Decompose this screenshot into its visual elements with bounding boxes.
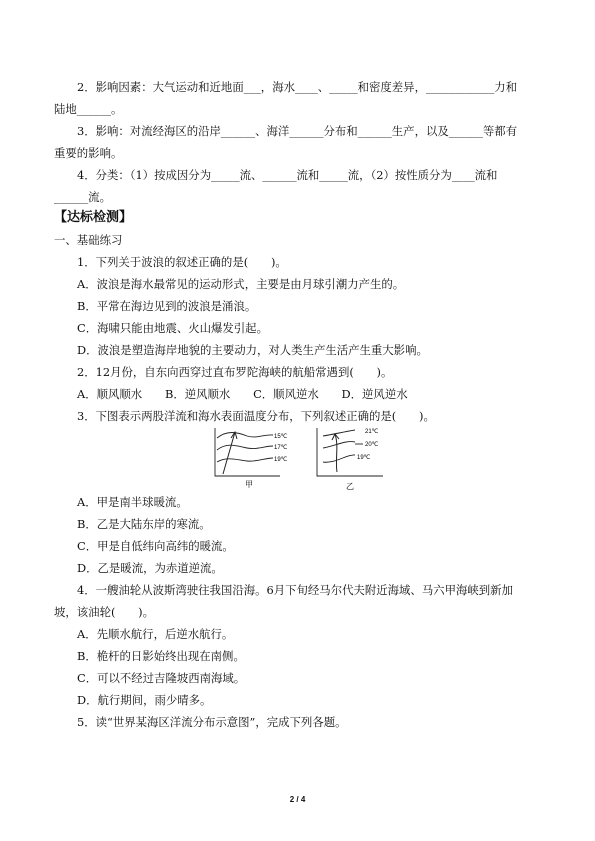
question: 5．读“世界某海区洋流分布示意图”，完成下列各题。 (77, 715, 347, 729)
question: 4．一艘油轮从波斯湾驶往我国沿海。6月下旬经马尔代夫附近海域、马六甲海峡到新加 (77, 583, 513, 597)
figure-jia (215, 428, 280, 476)
question: 1．下列关于波浪的叙述正确的是( )。 (77, 255, 287, 269)
subsection-title: 一、基础练习 (54, 233, 123, 247)
option: D．航行期间，雨少晴多。 (77, 693, 212, 707)
question: 2．12月份，自东向西穿过直布罗陀海峡的航船常遇到( )。 (77, 365, 393, 379)
option: A．先顺水航行，后逆水航行。 (77, 627, 234, 641)
option: D．波浪是塑造海岸地貌的主要动力，对人类生产生活产生重大影响。 (77, 343, 428, 357)
text-line: 陆地______。 (54, 102, 123, 116)
figure-label-jia: 甲 (245, 480, 253, 489)
option-row: A．顺风顺水 B．逆风顺水 C．顺风逆水 D．逆风逆水 (77, 387, 408, 401)
option: A．波浪是海水最常见的运动形式，主要是由月球引潮力产生的。 (77, 277, 405, 291)
isotherm-label: 20℃ (365, 442, 379, 448)
option: B．桅杆的日影始终出现在南侧。 (77, 649, 245, 663)
question: 3．下图表示两股洋流和海水表面温度分布，下列叙述正确的是( )。 (77, 409, 435, 423)
section-heading: 【达标检测】 (54, 210, 133, 225)
page-number: 2 / 4 (289, 795, 306, 804)
isotherm-label: 17℃ (274, 445, 288, 451)
isotherm-label: 21℃ (365, 429, 379, 435)
option: C．甲是自低纬向高纬的暖流。 (77, 539, 234, 553)
text-line: 2．影响因素：大气运动和近地面___，海水____、_____和密度差异，____________力和 (77, 80, 518, 94)
option: A．甲是南半球暖流。 (77, 495, 188, 509)
question-continuation: 坡，该油轮( )。 (54, 605, 155, 619)
option: B．平常在海边见到的波浪是涌浪。 (77, 299, 257, 313)
isotherm-label: 19℃ (357, 455, 371, 461)
text-line: ______流。 (54, 190, 111, 204)
option: C．海啸只能由地震、火山爆发引起。 (77, 321, 268, 335)
option: C．可以不经过吉隆坡西南海域。 (77, 671, 246, 685)
text-line: 重要的影响。 (54, 146, 123, 160)
figure-label-yi: 乙 (346, 482, 354, 491)
ocean-current-figure (205, 424, 405, 492)
figure-yi (317, 428, 383, 476)
isotherm-label: 19℃ (274, 457, 288, 463)
text-line: 3．影响：对流经海区的沿岸______、海洋______分布和______生产，以及______等都有 (77, 124, 518, 138)
text-line: 4．分类：（1）按成因分为_____流、______流和_____流，（2）按性质分为____流和 (77, 168, 498, 182)
isotherm-label: 15℃ (274, 434, 288, 440)
option: D．乙是暖流，为赤道逆流。 (77, 561, 223, 575)
option: B．乙是大陆东岸的寒流。 (77, 517, 211, 531)
